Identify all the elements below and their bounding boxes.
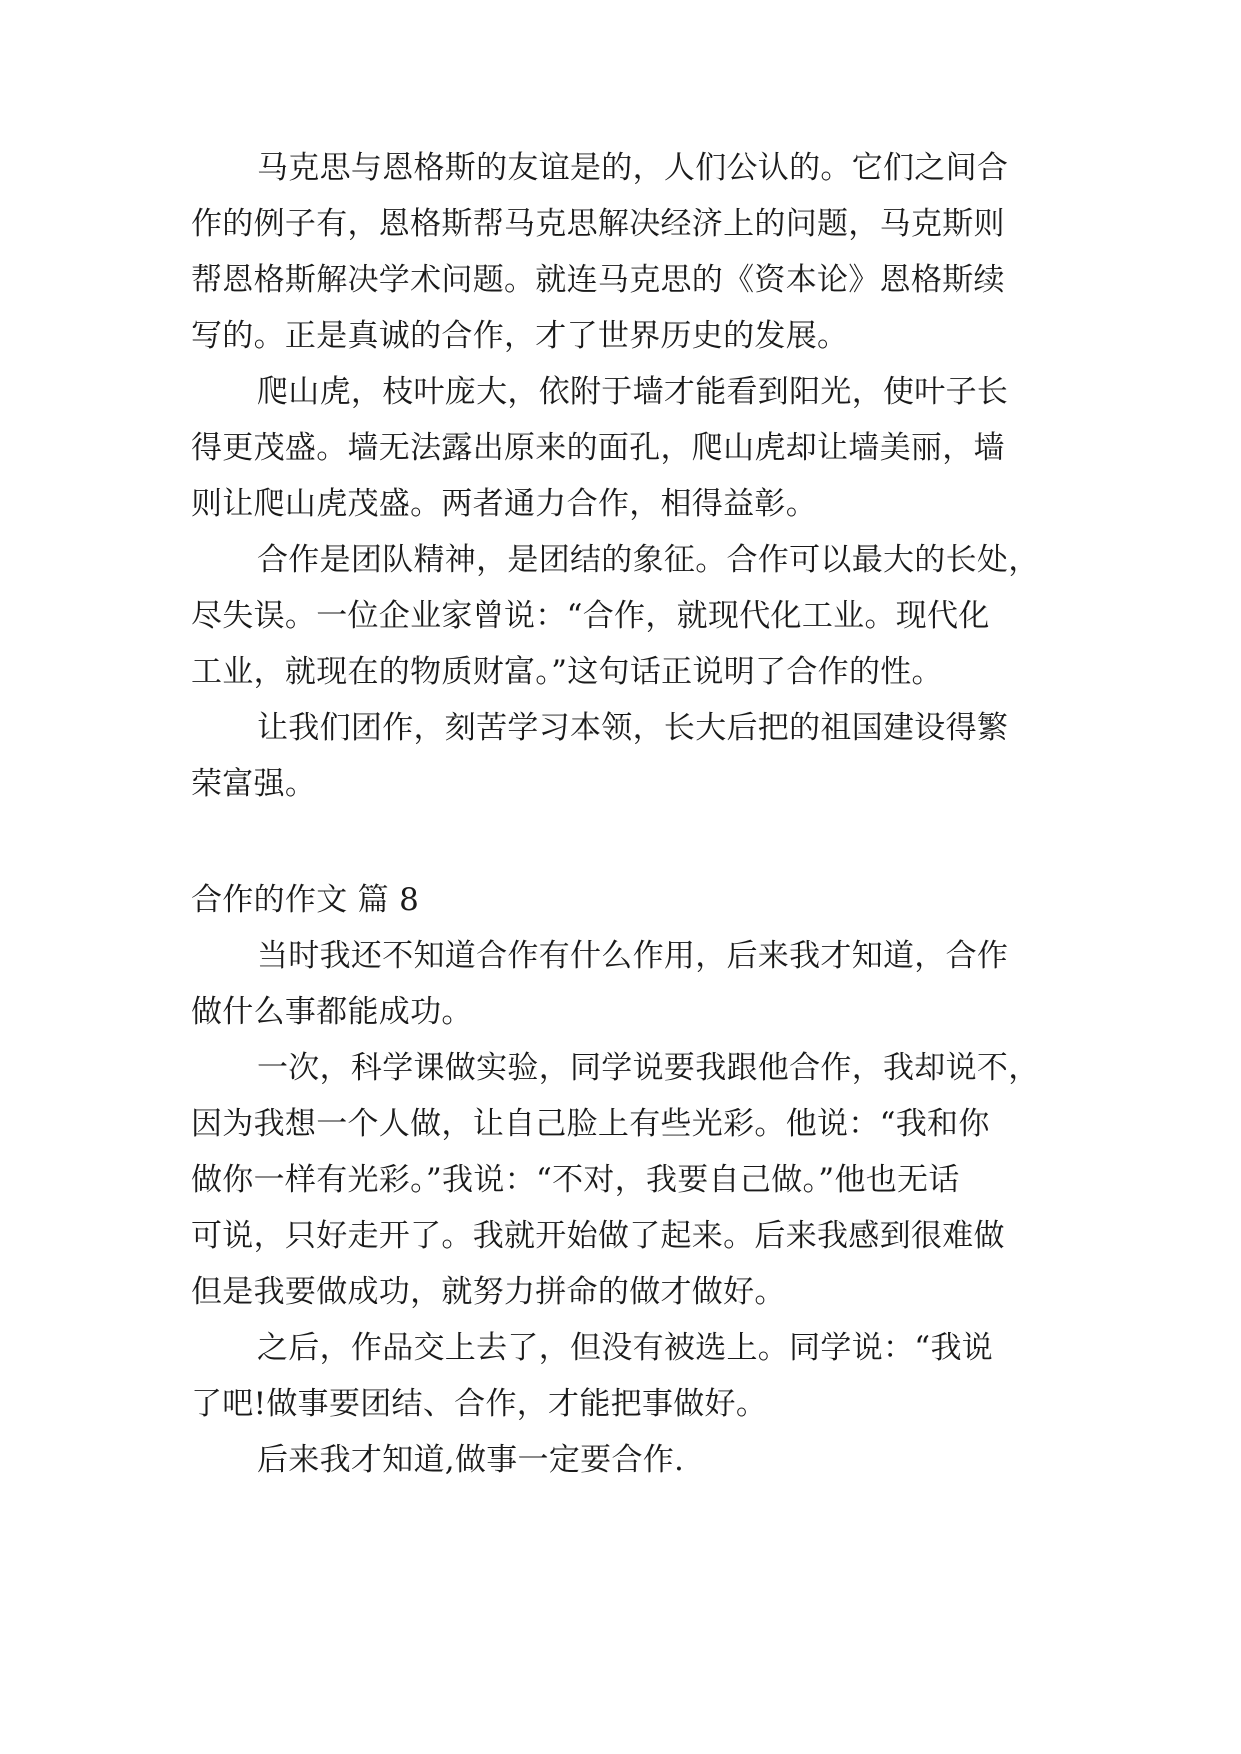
paragraph-line: 工业，就现在的物质财富。”这句话正说明了合作的性。 bbox=[191, 654, 943, 690]
paragraph-line: 合作是团队精神，是团结的象征。合作可以最大的长处， bbox=[257, 542, 1040, 578]
paragraph-line: 帮恩格斯解决学术问题。就连马克思的《资本论》恩格斯续 bbox=[191, 262, 1005, 298]
paragraph-line: 但是我要做成功，就努力拼命的做才做好。 bbox=[191, 1274, 786, 1310]
paragraph-line: 荣富强。 bbox=[191, 766, 317, 802]
paragraph-line: 爬山虎，枝叶庞大，依附于墙才能看到阳光，使叶子长 bbox=[257, 374, 1009, 410]
paragraph-line: 写的。正是真诚的合作，才了世界历史的发展。 bbox=[191, 318, 849, 354]
paragraph-line: 了吧!做事要团结、合作，才能把事做好。 bbox=[191, 1386, 768, 1422]
paragraph-line: 尽失误。一位企业家曾说：“合作，就现代化工业。现代化 bbox=[191, 598, 990, 634]
paragraph-line: 做你一样有光彩。”我说：“不对，我要自己做。”他也无话 bbox=[191, 1162, 960, 1198]
paragraph-line: 马克思与恩格斯的友谊是的，人们公认的。它们之间合 bbox=[257, 150, 1009, 186]
paragraph-line: 作的例子有，恩格斯帮马克思解决经济上的问题，马克斯则 bbox=[191, 206, 1005, 242]
paragraph-line: 之后，作品交上去了，但没有被选上。同学说：“我说 bbox=[257, 1330, 994, 1366]
paragraph-line: 得更茂盛。墙无法露出原来的面孔，爬山虎却让墙美丽，墙 bbox=[191, 430, 1005, 466]
paragraph-line: 可说，只好走开了。我就开始做了起来。后来我感到很难做 bbox=[191, 1218, 1005, 1254]
paragraph-line: 让我们团作，刻苦学习本领，长大后把的祖国建设得繁 bbox=[257, 710, 1009, 746]
paragraph-line: 当时我还不知道合作有什么作用，后来我才知道，合作 bbox=[257, 938, 1009, 974]
paragraph-line: 则让爬山虎茂盛。两者通力合作，相得益彰。 bbox=[191, 486, 817, 522]
paragraph-line: 因为我想一个人做，让自己脸上有些光彩。他说：“我和你 bbox=[191, 1106, 990, 1142]
paragraph-line: 后来我才知道,做事一定要合作. bbox=[257, 1442, 685, 1478]
section-heading: 合作的作文 篇 8 bbox=[191, 882, 420, 918]
paragraph-line: 做什么事都能成功。 bbox=[191, 994, 473, 1030]
paragraph-line: 一次，科学课做实验，同学说要我跟他合作，我却说不， bbox=[257, 1050, 1040, 1086]
